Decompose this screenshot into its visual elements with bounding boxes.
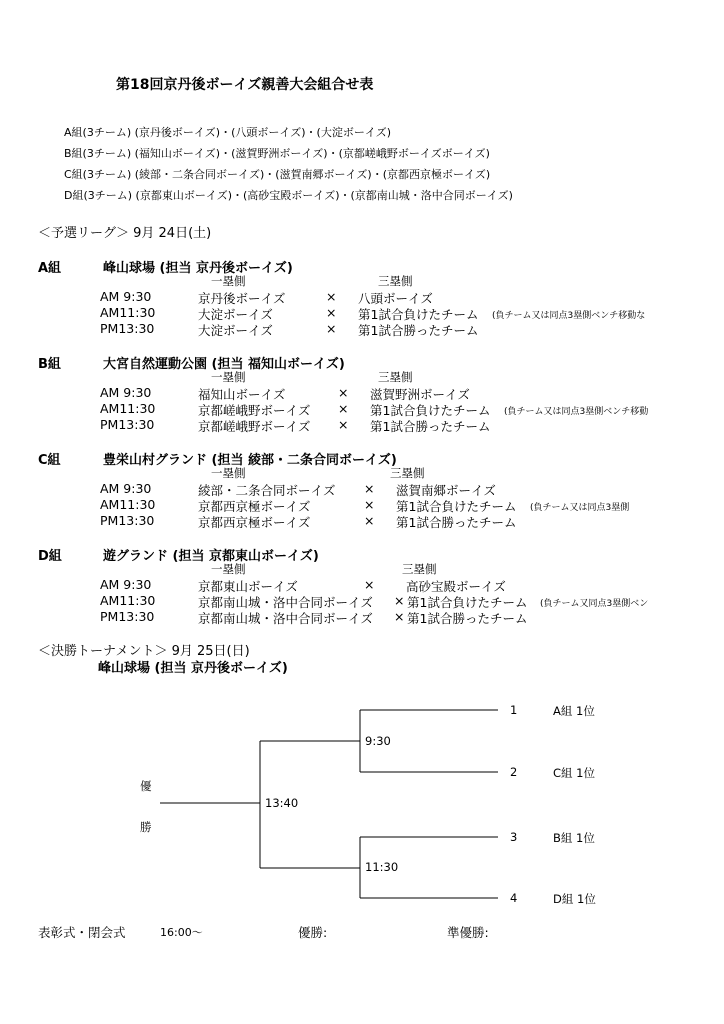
game-note: (負チーム又同点3塁側ベン [540, 599, 649, 609]
vs-mark: × [326, 289, 337, 304]
game-time: PM13:30 [100, 321, 155, 336]
third-base-label: 三塁側 [402, 562, 437, 576]
home-team: 京都嵯峨野ボーイズ [198, 419, 311, 434]
home-team: 大淀ボーイズ [198, 307, 273, 322]
game-time: AM11:30 [100, 401, 156, 416]
game-note: (負チーム又は同点3塁側 [530, 503, 630, 513]
winner-label-bottom: 勝 [140, 820, 152, 834]
league-group-label: D組 [38, 549, 62, 564]
league-group-label: B組 [38, 357, 61, 372]
vs-mark: × [394, 609, 405, 624]
winner-label-top: 優 [140, 779, 152, 793]
home-team: 京都西京極ボーイズ [198, 515, 311, 530]
league-venue: 峰山球場 (担当 京丹後ボーイズ) [103, 261, 293, 276]
home-team: 京丹後ボーイズ [198, 291, 286, 306]
seed-label: D組 1位 [553, 892, 596, 906]
group-a-line: A組(3チーム) (京丹後ボーイズ)・(八頭ボーイズ)・(大淀ボーイズ) [64, 126, 392, 139]
seed-number: 2 [510, 765, 518, 779]
first-base-label: 一塁側 [211, 274, 246, 288]
seed-number: 4 [510, 891, 518, 905]
away-team: 滋賀野洲ボーイズ [370, 387, 470, 402]
ceremony-label: 表彰式・閉会式 [38, 925, 126, 940]
away-team: 滋賀南郷ボーイズ [396, 483, 496, 498]
home-team: 京都西京極ボーイズ [198, 499, 311, 514]
vs-mark: × [364, 481, 375, 496]
third-base-label: 三塁側 [378, 274, 413, 288]
home-team: 綾部・二条合同ボーイズ [198, 483, 336, 498]
vs-mark: × [338, 401, 349, 416]
game-time: AM 9:30 [100, 481, 152, 496]
final-header: ＜決勝トーナメント＞ 9月 25日(日) [38, 644, 250, 659]
vs-mark: × [338, 385, 349, 400]
league-group-label: A組 [38, 261, 62, 276]
away-team: 第1試合負けたチーム [396, 499, 517, 514]
game-time: PM13:30 [100, 513, 155, 528]
game-time: AM 9:30 [100, 289, 152, 304]
home-team: 京都東山ボーイズ [198, 579, 298, 594]
game-note: (負チーム又は同点3塁側ベンチ移動な [492, 311, 646, 321]
game-note: (負チーム又は同点3塁側ベンチ移動 [504, 407, 649, 417]
away-team: 第1試合勝ったチーム [370, 419, 491, 434]
ceremony-time: 16:00〜 [160, 926, 203, 939]
vs-mark: × [364, 497, 375, 512]
seed-label: B組 1位 [553, 831, 595, 845]
away-team: 第1試合負けたチーム [358, 307, 479, 322]
third-base-label: 三塁側 [390, 466, 425, 480]
vs-mark: × [364, 577, 375, 592]
away-team: 第1試合負けたチーム [407, 595, 528, 610]
page-title: 第18回京丹後ボーイズ親善大会組合せ表 [116, 77, 374, 93]
seed-label: C組 1位 [553, 766, 596, 780]
final-venue: 峰山球場 (担当 京丹後ボーイズ) [98, 661, 288, 676]
semi1-time: 9:30 [365, 734, 391, 748]
game-time: AM 9:30 [100, 577, 152, 592]
home-team: 福知山ボーイズ [198, 387, 286, 402]
vs-mark: × [338, 417, 349, 432]
seed-label: A組 1位 [553, 704, 595, 718]
vs-mark: × [364, 513, 375, 528]
home-team: 京都南山城・洛中合同ボーイズ [198, 611, 373, 626]
away-team: 高砂宝殿ボーイズ [406, 579, 506, 594]
seed-number: 1 [510, 703, 518, 717]
vs-mark: × [394, 593, 405, 608]
group-c-line: C組(3チーム) (綾部・二条合同ボーイズ)・(滋賀南郷ボーイズ)・(京都西京極ボーイズ) [64, 168, 491, 181]
league-venue: 豊栄山村グランド (担当 綾部・二条合同ボーイズ) [103, 453, 397, 468]
vs-mark: × [326, 305, 337, 320]
group-d-line: D組(3チーム) (京都東山ボーイズ)・(高砂宝殿ボーイズ)・(京都南山城・洛中合同ボーイズ) [64, 189, 513, 202]
runner-up-field: 準優勝: [447, 925, 489, 940]
first-base-label: 一塁側 [211, 562, 246, 576]
game-time: PM13:30 [100, 609, 155, 624]
away-team: 第1試合勝ったチーム [358, 323, 479, 338]
seed-number: 3 [510, 830, 518, 844]
home-team: 京都嵯峨野ボーイズ [198, 403, 311, 418]
league-venue: 大宮自然運動公園 (担当 福知山ボーイズ) [103, 357, 345, 372]
game-time: AM 9:30 [100, 385, 152, 400]
first-base-label: 一塁側 [211, 370, 246, 384]
third-base-label: 三塁側 [378, 370, 413, 384]
league-venue: 遊グランド (担当 京都東山ボーイズ) [103, 549, 319, 564]
away-team: 第1試合勝ったチーム [407, 611, 528, 626]
home-team: 京都南山城・洛中合同ボーイズ [198, 595, 373, 610]
away-team: 八頭ボーイズ [358, 291, 433, 306]
away-team: 第1試合勝ったチーム [396, 515, 517, 530]
league-group-label: C組 [38, 453, 61, 468]
game-time: AM11:30 [100, 497, 156, 512]
first-base-label: 一塁側 [211, 466, 246, 480]
game-time: AM11:30 [100, 593, 156, 608]
away-team: 第1試合負けたチーム [370, 403, 491, 418]
winner-field: 優勝: [298, 925, 328, 940]
group-b-line: B組(3チーム) (福知山ボーイズ)・(滋賀野洲ボーイズ)・(京都嵯峨野ボーイズボーイズ) [64, 147, 490, 160]
game-time: PM13:30 [100, 417, 155, 432]
final-time: 13:40 [265, 796, 299, 810]
home-team: 大淀ボーイズ [198, 323, 273, 338]
vs-mark: × [326, 321, 337, 336]
prelim-header: ＜予選リーグ＞ 9月 24日(土) [38, 226, 212, 241]
semi2-time: 11:30 [365, 860, 399, 874]
game-time: AM11:30 [100, 305, 156, 320]
